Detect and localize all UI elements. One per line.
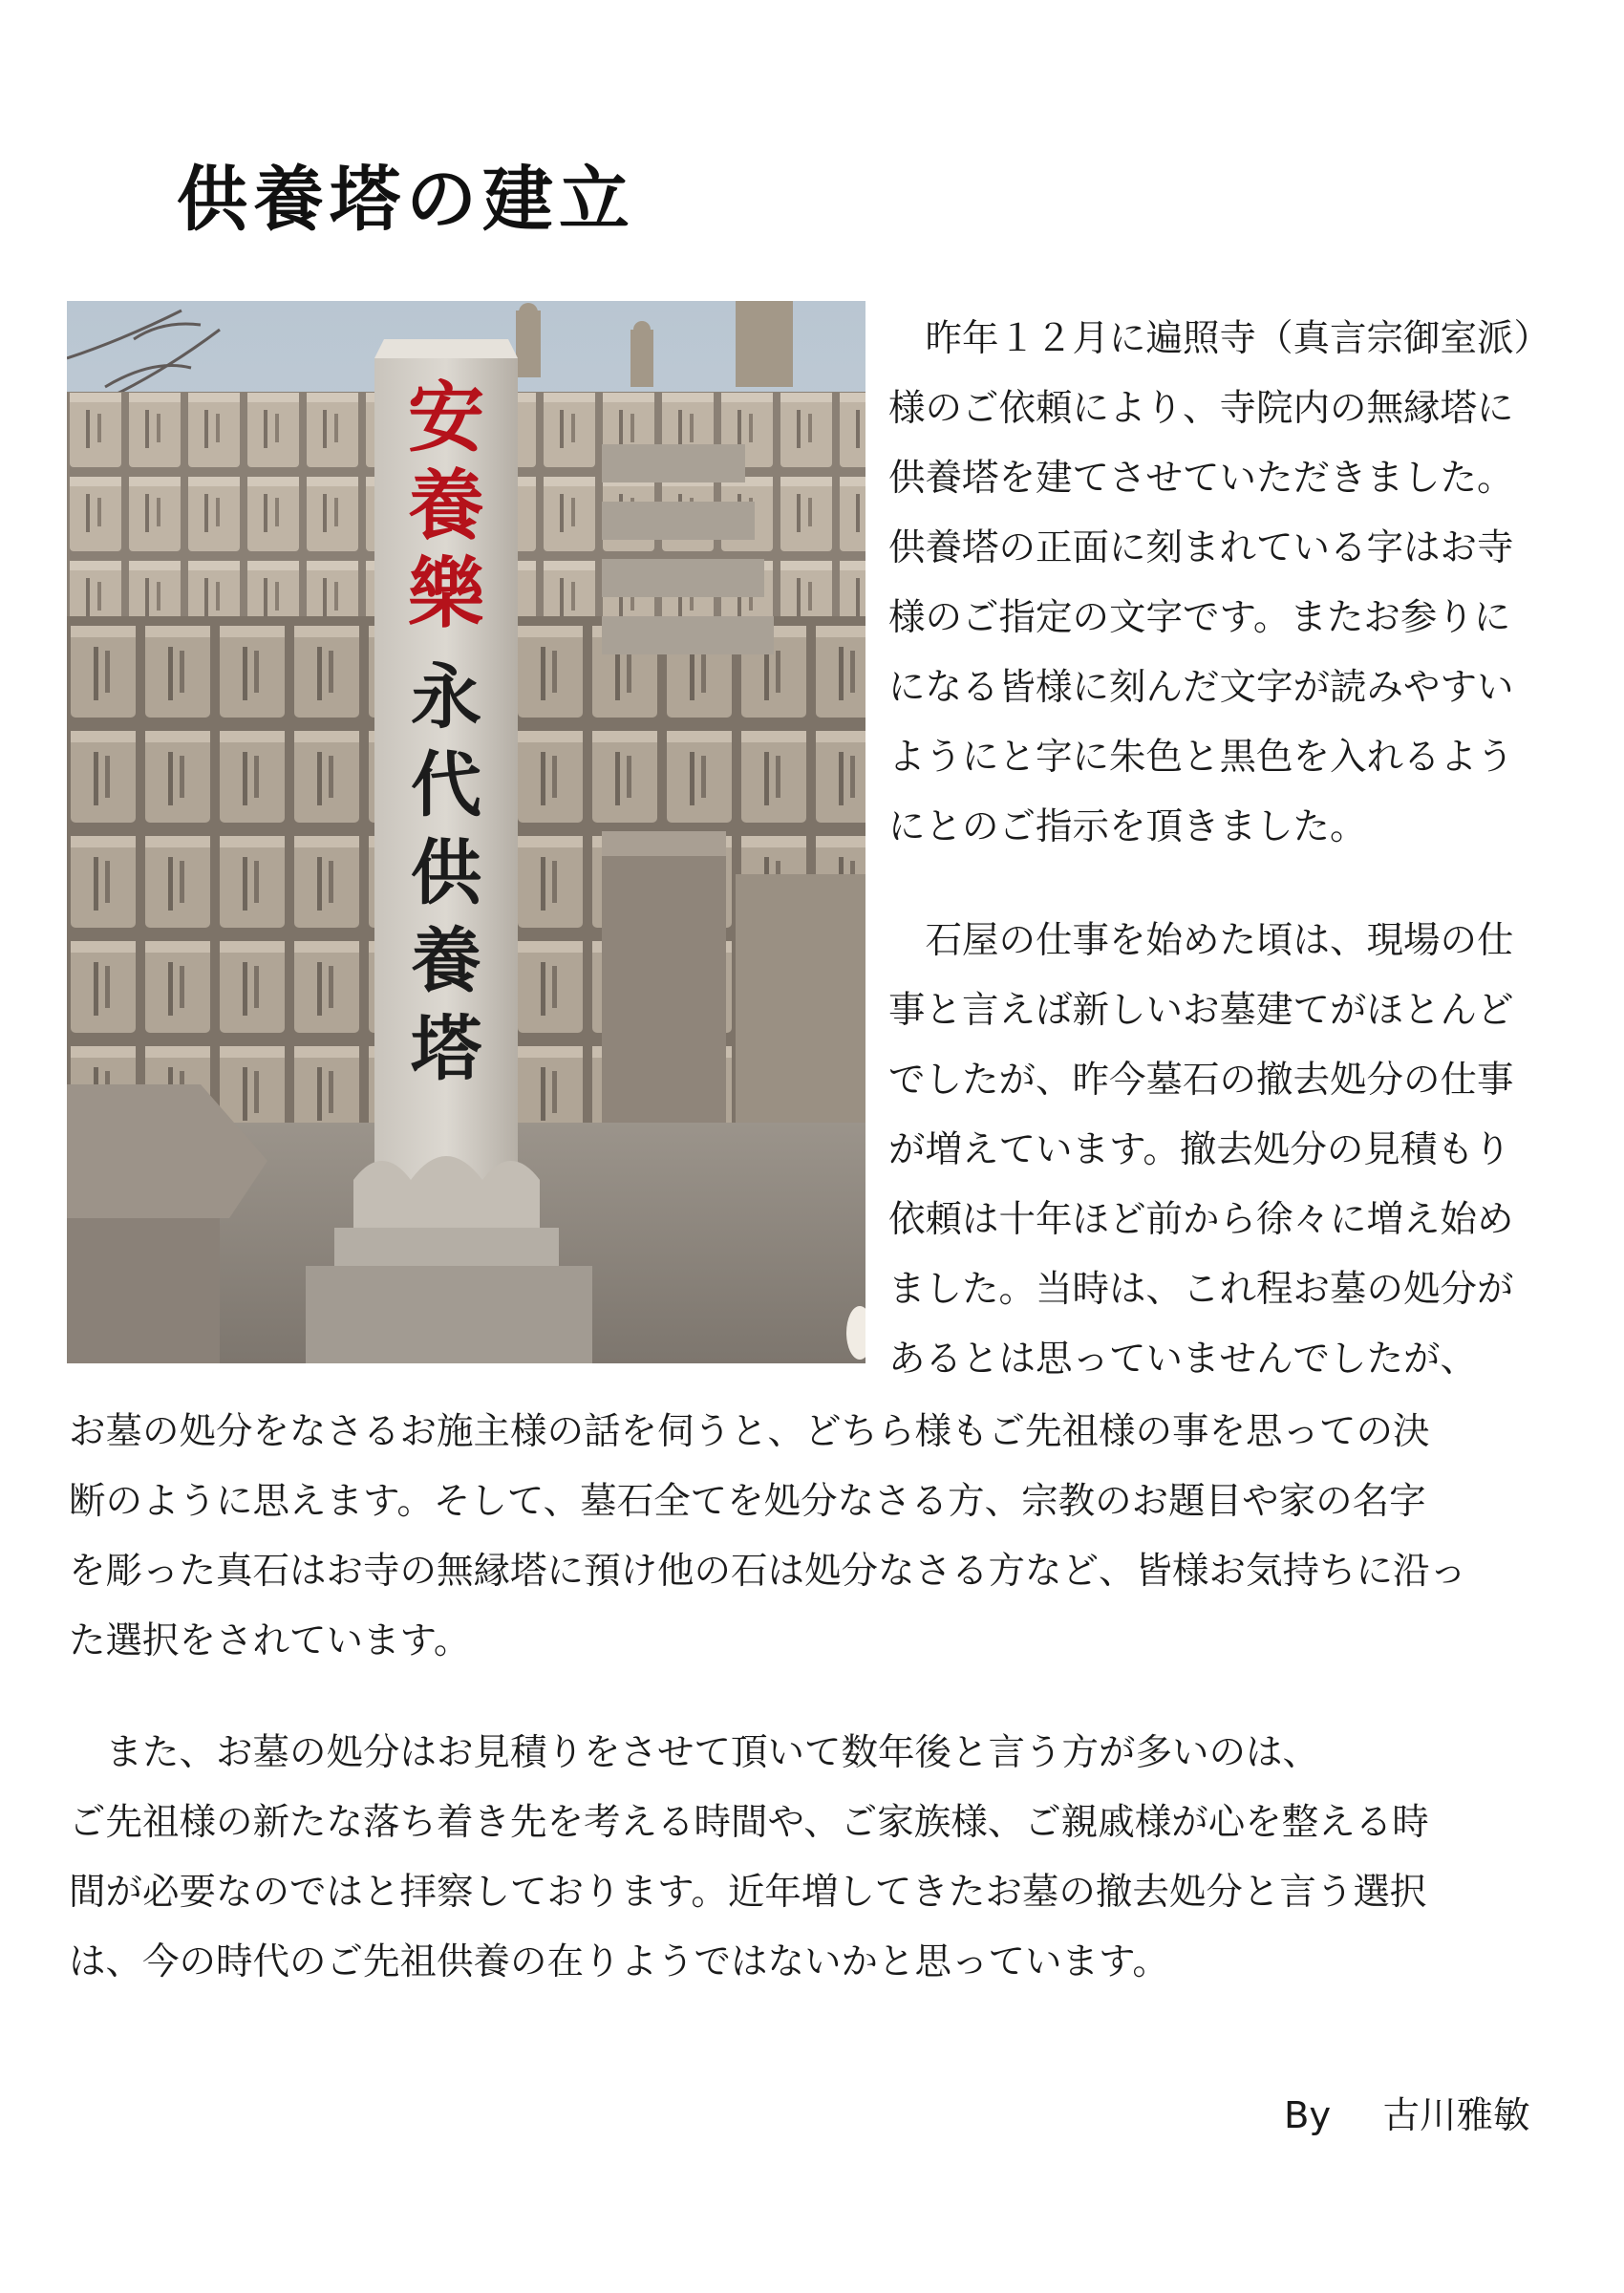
para1-line: 様のご指定の文字です。またお参りに [888, 596, 1511, 639]
para2-line: 石屋の仕事を始めた頃は、現場の仕 [888, 919, 1514, 962]
para2-line: を彫った真石はお寺の無縁塔に預け他の石は処分なさる方など、皆様お気持ちに沿っ [69, 1550, 1467, 1593]
para2-line: 依頼は十年ほど前から徐々に増え始め [888, 1198, 1514, 1241]
pillar-character: 安 [408, 373, 484, 462]
para3-line: 間が必要なのではと拝察しております。近年増してきたお墓の撤去処分と言う選択 [69, 1871, 1427, 1914]
memorial-tower-photo [67, 301, 865, 1363]
pillar-character: 代 [411, 744, 481, 826]
pillar-black-inscription [411, 656, 482, 1090]
para2-line: あるとは思っていませんでしたが、 [888, 1338, 1478, 1381]
para1-line: 供養塔の正面に刻まれている字はお寺 [888, 526, 1514, 569]
pillar-character: 塔 [411, 1008, 481, 1090]
para1-line: になる皆様に刻んだ文字が読みやすい [888, 666, 1514, 709]
page-title: 供養塔の建立 [177, 159, 635, 241]
pillar-character: 永 [411, 656, 481, 739]
byline-author: 古川雅敏 [1382, 2094, 1530, 2137]
pillar-character: 樂 [408, 548, 484, 638]
para2-line: が増えています。撤去処分の見積もり [888, 1128, 1511, 1171]
pillar-character: 供 [411, 832, 481, 914]
para2-line: 断のように思えます。そして、墓石全てを処分なさる方、宗教のお題目や家の名字 [69, 1480, 1426, 1523]
para3-line: ご先祖様の新たな落ち着き先を考える時間や、ご家族様、ご親戚様が心を整える時 [69, 1801, 1429, 1844]
para2-line: お墓の処分をなさるお施主様の話を伺うと、どちら様もご先祖様の事を思っての決 [69, 1410, 1430, 1453]
para1-line: ようにと字に朱色と黒色を入れるよう [888, 736, 1514, 779]
para1-line: 供養塔を建てさせていただきました。 [888, 457, 1514, 500]
pillar-character: 養 [411, 920, 481, 1002]
para1-line: 様のご依頼により、寺院内の無縁塔に [888, 387, 1514, 430]
byline [1284, 2087, 1529, 2139]
para2-line: ました。当時は、これ程お墓の処分が [888, 1268, 1514, 1311]
para2-line: でしたが、昨今墓石の撤去処分の仕事 [888, 1059, 1514, 1102]
para1-line: にとのご指示を頂きました。 [888, 805, 1367, 848]
pillar-red-inscription [408, 373, 485, 638]
para2-line: 事と言えば新しいお墓建てがほとんど [888, 989, 1514, 1032]
pillar-character: 養 [408, 461, 484, 550]
para3-line: また、お墓の処分はお見積りをさせて頂いて数年後と言う方が多いのは、 [69, 1731, 1320, 1774]
para1-line: 昨年１２月に遍照寺（真言宗御室派） [888, 317, 1551, 360]
byline-by: By [1284, 2094, 1332, 2137]
para3-line: は、今の時代のご先祖供養の在りようではないかと思っています。 [69, 1940, 1169, 1983]
para2-line: た選択をされています。 [69, 1619, 471, 1662]
